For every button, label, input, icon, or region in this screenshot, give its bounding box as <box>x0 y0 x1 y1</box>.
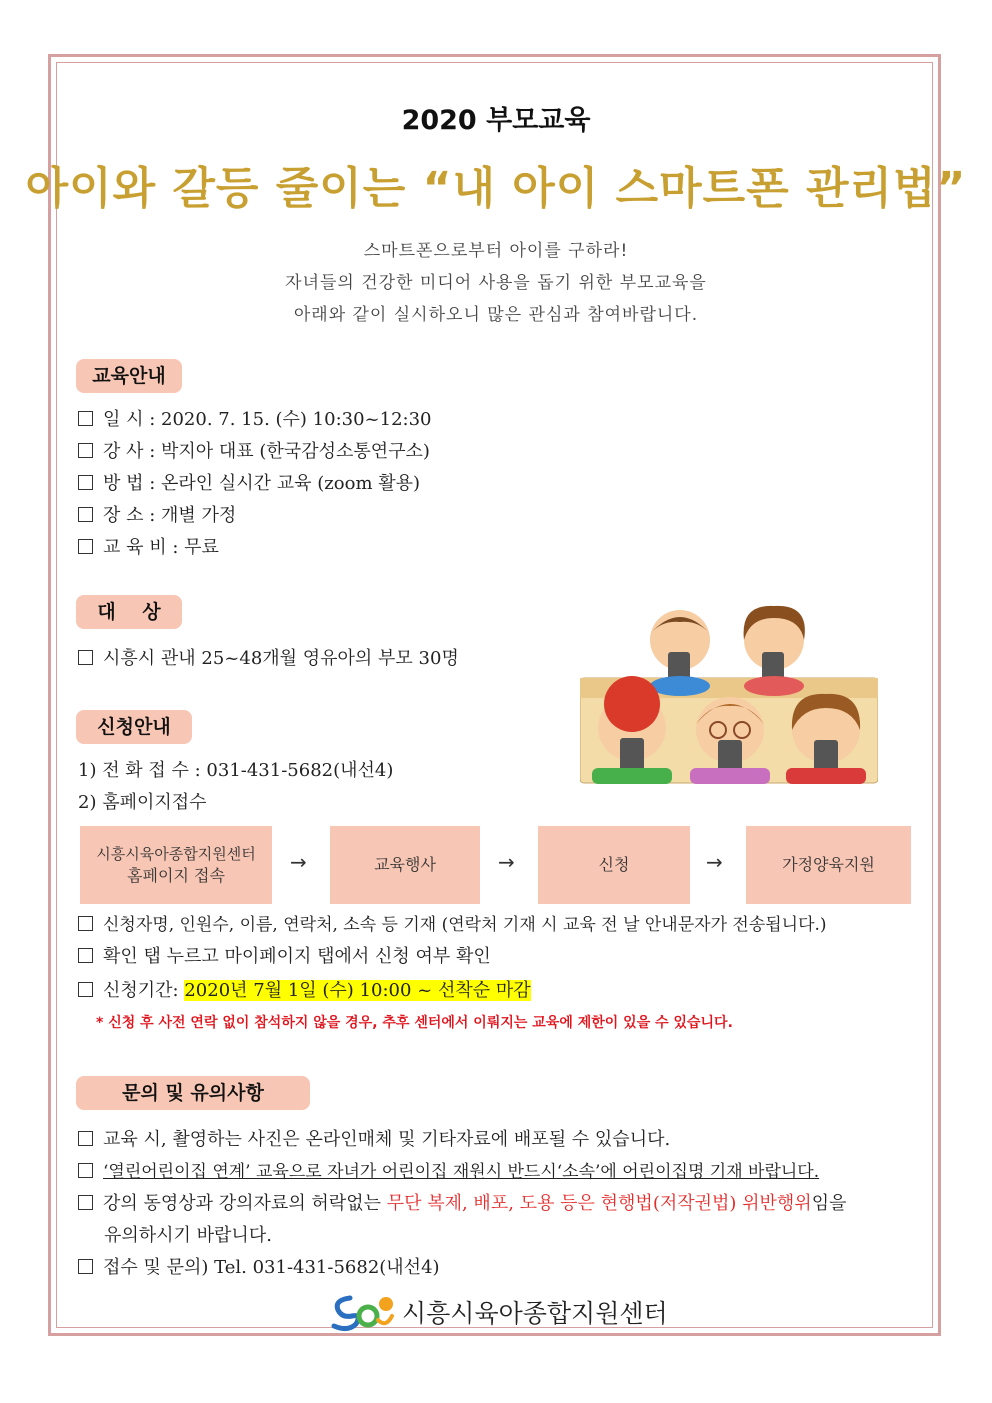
section-education: 교육안내 <box>76 359 182 393</box>
inquiry-item-photo: 교육 시, 촬영하는 사진은 온라인매체 및 기타자료에 배포될 수 있습니다. <box>78 1125 670 1151</box>
inquiry-item-copyright: 강의 동영상과 강의자료의 허락없는 무단 복제, 배포, 도용 등은 현행법(저작권법) 위반행위임을 <box>78 1189 846 1215</box>
inquiry-item-contact: 접수 및 문의) Tel. 031-431-5682(내선4) <box>78 1253 440 1279</box>
checkbox-icon <box>78 916 93 931</box>
checkbox-icon <box>78 948 93 963</box>
flow-step-homepage: 시흥시육아종합지원센터 홈페이지 접속 <box>80 826 272 904</box>
checkbox-icon <box>78 1259 93 1274</box>
center-logo-icon <box>330 1292 396 1332</box>
edu-row-fee: 교 육 비 : 무료 <box>78 533 219 559</box>
flow-arrow-2: → <box>498 850 515 874</box>
child-face <box>650 610 710 696</box>
intro-line-3: 아래와 같이 실시하오니 많은 관심과 참여바랍니다. <box>293 305 699 325</box>
edu-row-date: 일 시 : 2020. 7. 15. (수) 10:30~12:30 <box>78 405 432 431</box>
apply-warning-note: * 신청 후 사전 연락 없이 참석하지 않을 경우, 추후 센터에서 이뤄지는 교육에 제한이 있을 수 있습니다. <box>96 1015 733 1031</box>
flow-arrow-1: → <box>290 850 307 874</box>
checkbox-icon <box>78 1195 93 1210</box>
checkbox-icon <box>78 650 93 665</box>
child-face <box>786 694 866 784</box>
section-inquiry: 문의 및 유의사항 <box>76 1076 310 1110</box>
child-face <box>744 606 805 696</box>
inquiry-item-copyright-cont: 유의하시기 바랍니다. <box>104 1225 272 1246</box>
section-target: 대 상 <box>76 595 182 629</box>
checkbox-icon <box>78 475 93 490</box>
checkbox-icon <box>78 1131 93 1146</box>
edu-row-lecturer: 강 사 : 박지아 대표 (한국감성소통연구소) <box>78 437 430 463</box>
main-title: 아이와 갈등 줄이는 “내 아이 스마트폰 관리법” <box>25 163 967 214</box>
year-title: 2020 부모교육 <box>401 105 591 136</box>
apply-phone: 1) 전 화 접 수 : 031-431-5682(내선4) <box>78 760 394 781</box>
edu-row-place: 장 소 : 개별 가정 <box>78 501 236 527</box>
apply-item-fill: 신청자명, 인원수, 이름, 연락처, 소속 등 기재 (연락처 기재 시 교육 전 날 안내문자가 전송됩니다.) <box>78 910 827 935</box>
inquiry-item-daycare: ‘열린어린이집 연계’ 교육으로 자녀가 어린이집 재원시 반드시‘소속’에 어린이집명 기재 바랍니다. <box>78 1157 819 1182</box>
checkbox-icon <box>78 443 93 458</box>
apply-homepage: 2) 홈페이지접수 <box>78 792 207 813</box>
flow-step-home-support: 가정양육지원 <box>746 826 911 904</box>
apply-period: 신청기간: 2020년 7월 1일 (수) 10:00 ~ 선착순 마감 <box>78 976 531 1002</box>
footer-org <box>330 1292 670 1332</box>
intro-line-2: 자녀들의 건강한 미디어 사용을 돕기 위한 부모교육을 <box>285 273 707 293</box>
checkbox-icon <box>78 411 93 426</box>
apply-item-confirm: 확인 탭 누르고 마이페이지 탭에서 신청 여부 확인 <box>78 942 491 968</box>
intro-line-1: 스마트폰으로부터 아이를 구하라! <box>363 241 629 261</box>
checkbox-icon <box>78 507 93 522</box>
checkbox-icon <box>78 982 93 997</box>
checkbox-icon <box>78 539 93 554</box>
apply-period-highlight: 2020년 7월 1일 (수) 10:00 ~ 선착순 마감 <box>184 980 531 1001</box>
flow-arrow-3: → <box>706 850 723 874</box>
edu-row-method: 방 법 : 온라인 실시간 교육 (zoom 활용) <box>78 469 420 495</box>
flow-step-apply: 신청 <box>538 826 690 904</box>
footer-org-name: 시흥시육아종합지원센터 <box>402 1299 668 1328</box>
section-apply: 신청안내 <box>76 710 192 744</box>
checkbox-icon <box>78 1163 93 1178</box>
children-smartphone-illustration <box>580 600 878 785</box>
target-row: 시흥시 관내 25~48개월 영유아의 부모 30명 <box>78 644 459 670</box>
flow-step-event: 교육행사 <box>330 826 480 904</box>
